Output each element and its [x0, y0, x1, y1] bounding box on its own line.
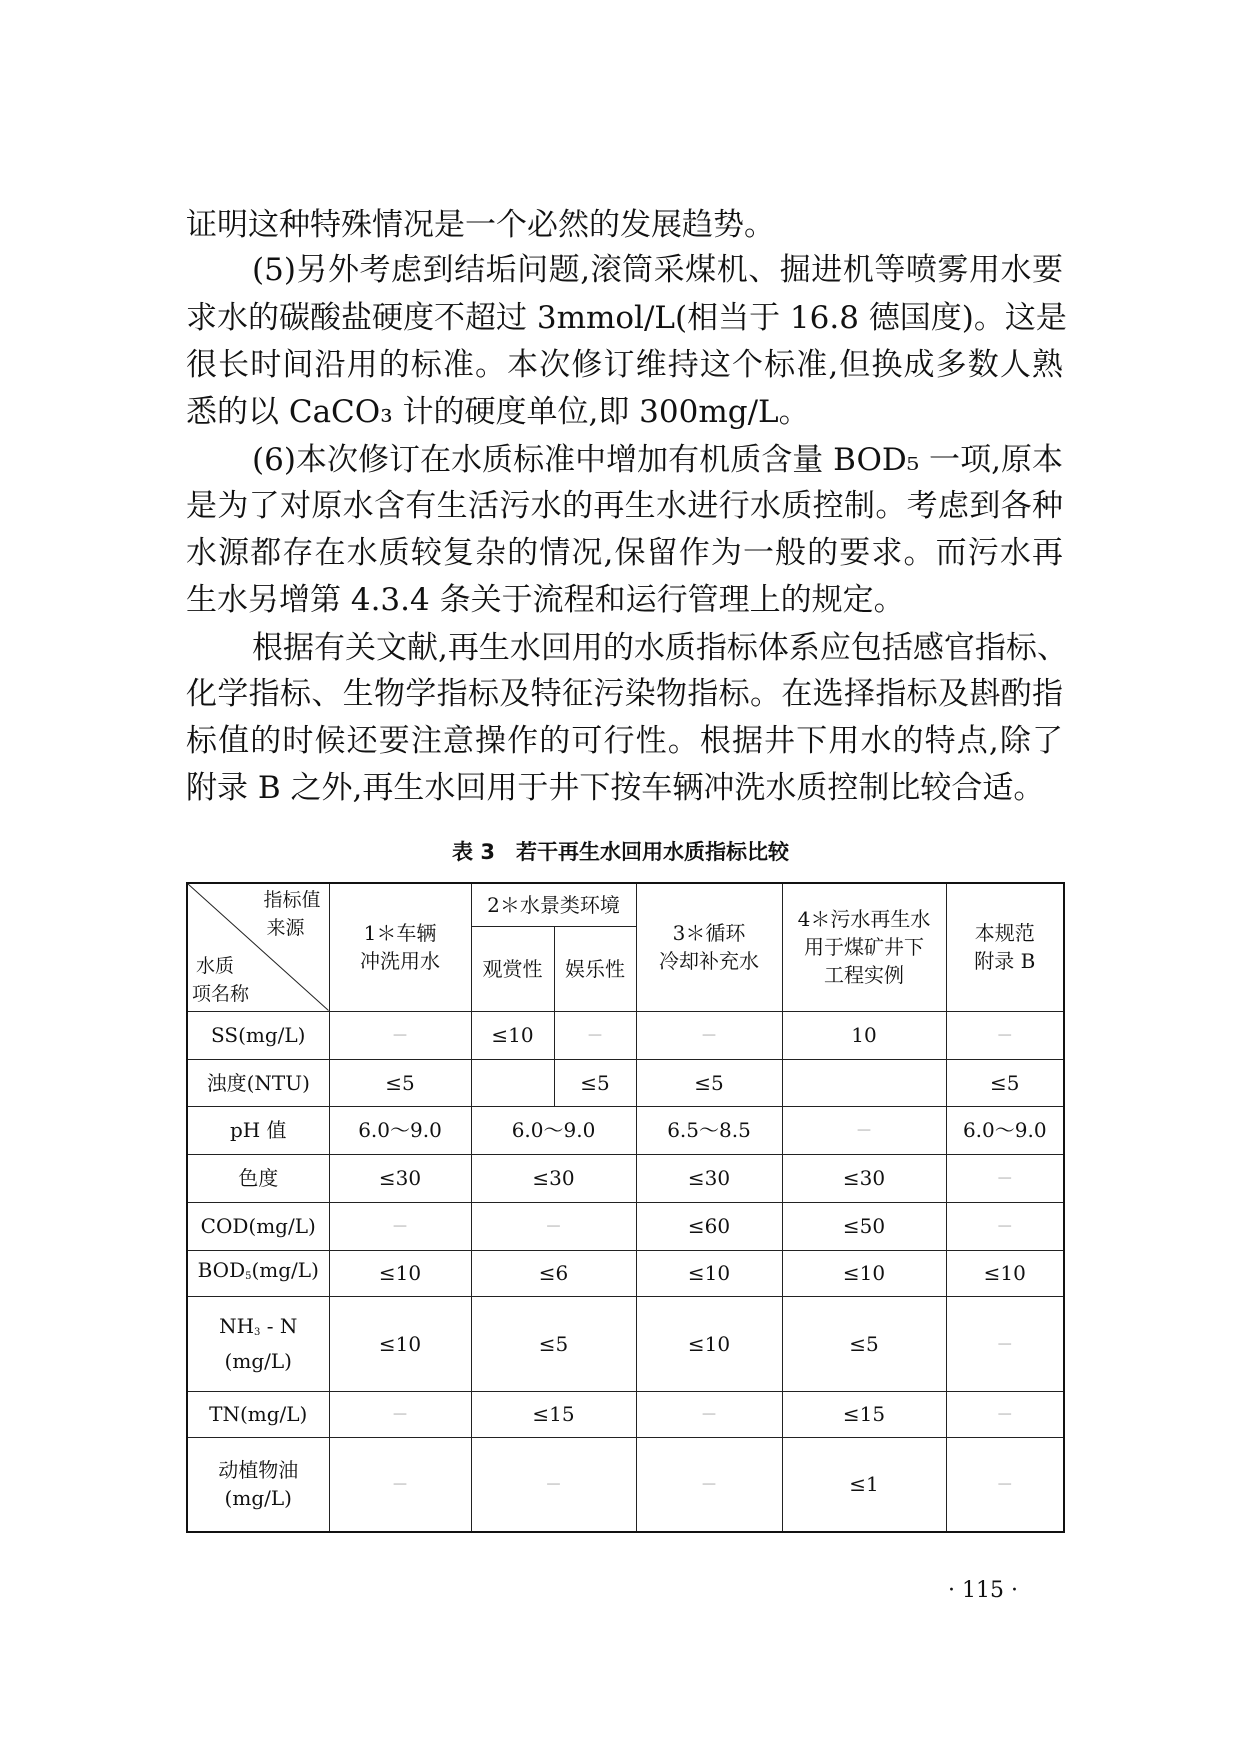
table-row [187, 1391, 1064, 1437]
cell: ≤50 [782, 1202, 946, 1250]
cell: ≤10 [636, 1296, 782, 1391]
page-number: · 115 · [948, 1578, 1018, 1603]
header-appendix-b: 本规范 附录 B [946, 883, 1064, 1011]
cell: — [946, 1437, 1064, 1532]
cell: ≤10 [329, 1250, 471, 1296]
cell: 6.0～9.0 [329, 1106, 471, 1154]
cell: ≤30 [636, 1154, 782, 1202]
text-line: 水源都存在水质较复杂的情况,保留作为一般的要求。而污水再 [186, 535, 1063, 571]
cell: ≤6 [471, 1250, 636, 1296]
cell: ≤5 [946, 1059, 1064, 1106]
cell [471, 1059, 554, 1106]
table-row [187, 1059, 1064, 1106]
cell: 6.0～9.0 [471, 1106, 636, 1154]
row-label: pH 值 [187, 1106, 329, 1154]
cell: ≤10 [471, 1011, 554, 1059]
row-label: $NH_3$ - N (mg/L) [187, 1296, 329, 1391]
cell: — [329, 1202, 471, 1250]
cell: — [946, 1296, 1064, 1391]
cell: — [782, 1106, 946, 1154]
text-line: 标值的时候还要注意操作的可行性。根据井下用水的特点,除了 [186, 723, 1063, 759]
corner-header-cell [187, 883, 329, 1011]
text-line: 化学指标、生物学指标及特征污染物指标。在选择指标及斟酌指 [186, 676, 1063, 712]
cell: ≤30 [329, 1154, 471, 1202]
row-label: 色度 [187, 1154, 329, 1202]
text-line: 是为了对原水含有生活污水的再生水进行水质控制。考虑到各种 [186, 488, 1063, 524]
table-row [187, 1154, 1064, 1202]
cell: ≤60 [636, 1202, 782, 1250]
text-line: (6)本次修订在水质标准中增加有机质含量 BOD₅ 一项,原本 [252, 442, 1063, 478]
cell: — [636, 1437, 782, 1532]
cell: ≤15 [471, 1391, 636, 1437]
cell: — [329, 1437, 471, 1532]
corner-label-item: 项名称 [192, 983, 250, 1005]
cell: — [471, 1202, 636, 1250]
cell: ≤30 [782, 1154, 946, 1202]
cell: — [946, 1011, 1064, 1059]
cell: ≤1 [782, 1437, 946, 1532]
cell: ≤5 [782, 1296, 946, 1391]
cell: — [636, 1011, 782, 1059]
table-row [187, 1296, 1064, 1391]
corner-label-source: 来源 [266, 917, 305, 939]
text-line: 生水另增第 4.3.4 条关于流程和运行管理上的规定。 [186, 582, 905, 618]
cell: — [636, 1391, 782, 1437]
table-row [187, 1437, 1064, 1532]
text-line: (5)另外考虑到结垢问题,滚筒采煤机、掘进机等喷雾用水要 [252, 252, 1063, 288]
cell: ≤10 [329, 1296, 471, 1391]
text-line: 附录 B 之外,再生水回用于井下按车辆冲洗水质控制比较合适。 [186, 770, 1045, 806]
table-caption: 表 3 若干再生水回用水质指标比较 [452, 840, 789, 864]
cell: 6.5～8.5 [636, 1106, 782, 1154]
cell: ≤10 [782, 1250, 946, 1296]
header-cooling: 3＊循环 冷却补充水 [636, 883, 782, 1011]
cell: ≤30 [471, 1154, 636, 1202]
cell: 6.0～9.0 [946, 1106, 1064, 1154]
cell: ≤5 [329, 1059, 471, 1106]
cell: ≤10 [946, 1250, 1064, 1296]
header-recreational: 娱乐性 [554, 926, 636, 1011]
cell: ≤15 [782, 1391, 946, 1437]
text-line: 很长时间沿用的标准。本次修订维持这个标准,但换成多数人熟 [186, 347, 1063, 383]
cell: 10 [782, 1011, 946, 1059]
corner-label-indicator: 指标值 [263, 889, 321, 911]
text-line: 证明这种特殊情况是一个必然的发展趋势。 [186, 207, 775, 243]
table-row [187, 1250, 1064, 1296]
cell: — [329, 1391, 471, 1437]
cell: — [946, 1391, 1064, 1437]
cell: ≤10 [636, 1250, 782, 1296]
text-line: 悉的以 CaCO₃ 计的硬度单位,即 300mg/L。 [186, 394, 810, 430]
cell: ≤5 [636, 1059, 782, 1106]
table-row [187, 1106, 1064, 1154]
row-label: SS(mg/L) [187, 1011, 329, 1059]
header-ornamental: 观赏性 [471, 926, 554, 1011]
cell: — [946, 1154, 1064, 1202]
corner-label-quality: 水质 [196, 955, 235, 977]
row-label: $BOD_5(mg/L)$ [187, 1250, 329, 1296]
table-row [187, 1011, 1064, 1059]
water-quality-comparison-table [186, 882, 1065, 1533]
table-row [187, 1202, 1064, 1250]
cell: — [554, 1011, 636, 1059]
text-line: 求水的碳酸盐硬度不超过 3mmol/L(相当于 16.8 德国度)。这是 [186, 300, 1067, 336]
row-label: TN(mg/L) [187, 1391, 329, 1437]
cell: ≤5 [471, 1296, 636, 1391]
cell: ≤5 [554, 1059, 636, 1106]
header-vehicle-wash: 1＊车辆 冲洗用水 [329, 883, 471, 1011]
row-label: 动植物油 (mg/L) [187, 1437, 329, 1532]
header-landscape: 2＊水景类环境 [471, 883, 636, 926]
cell: — [329, 1011, 471, 1059]
row-label: 浊度(NTU) [187, 1059, 329, 1106]
header-coal-mine: 4＊污水再生水 用于煤矿井下 工程实例 [782, 883, 946, 1011]
text-line: 根据有关文献,再生水回用的水质指标体系应包括感官指标、 [252, 630, 1068, 666]
cell: — [471, 1437, 636, 1532]
cell [782, 1059, 946, 1106]
row-label: COD(mg/L) [187, 1202, 329, 1250]
cell: — [946, 1202, 1064, 1250]
